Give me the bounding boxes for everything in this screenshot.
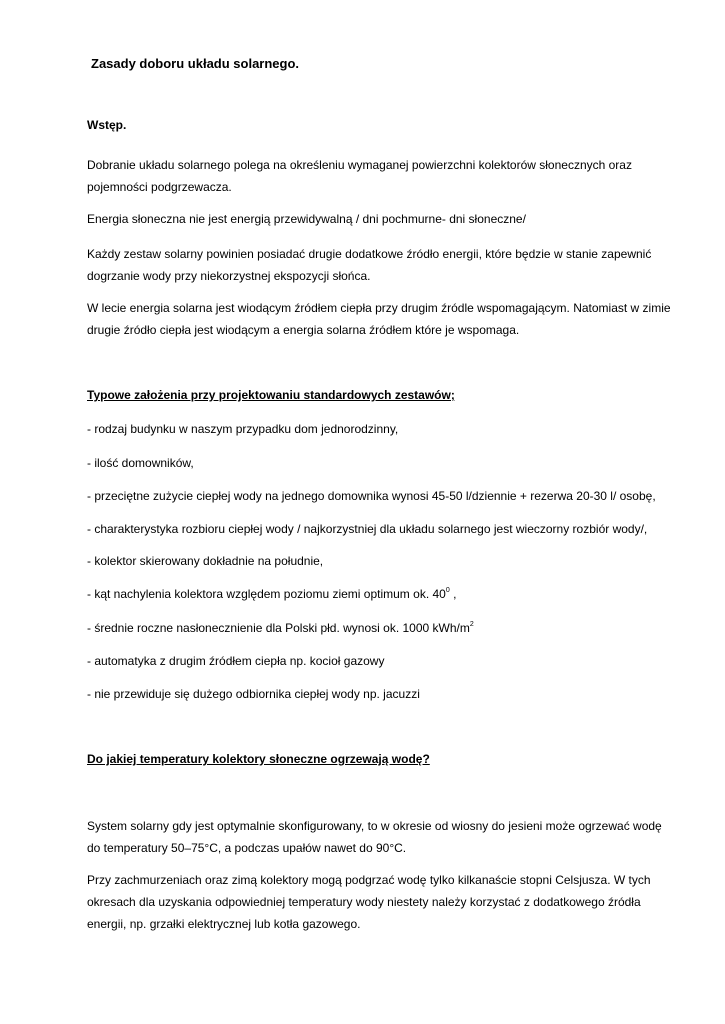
- intro-heading: Wstęp.: [87, 118, 127, 132]
- assumption-item-angle: [87, 583, 456, 605]
- assumption-item: - przeciętne zużycie ciepłej wody na jednego domownika wynosi 45-50 l/dziennie + rezerwa 20-30 l/ osobę,: [87, 489, 656, 503]
- intro-paragraph-3-line-1: Każdy zestaw solarny powinien posiadać drugie dodatkowe źródło energii, które będzie w stanie zapewnić: [87, 247, 652, 261]
- intro-paragraph-4-line-1: W lecie energia solarna jest wiodącym źródłem ciepła przy drugim źródle wspomagającym. Natomiast w zimie: [87, 301, 671, 315]
- insolation-item-text: - średnie roczne nasłonecznienie dla Polski płd. wynosi ok. 1000 kWh/m: [87, 621, 470, 635]
- document-title: Zasady doboru układu solarnego.: [91, 56, 300, 71]
- assumption-item: - kolektor skierowany dokładnie na południe,: [87, 554, 324, 568]
- temperature-paragraph-2-line-3: energii, np. grzałki elektrycznej lub kotła gazowego.: [87, 917, 361, 931]
- intro-paragraph-2: Energia słoneczna nie jest energią przewidywalną / dni pochmurne- dni słoneczne/: [87, 212, 526, 226]
- angle-degree-sup: 0: [445, 587, 450, 594]
- intro-paragraph-4-line-2: drugie źródło ciepła jest wiodącym a energia solarna źródłem które je wspomaga.: [87, 323, 520, 337]
- temperature-paragraph-1-line-2: do temperatury 50–75°C, a podczas upałów nawet do 90°C.: [87, 841, 407, 855]
- temperature-paragraph-2-line-1: Przy zachmurzeniach oraz zimą kolektory mogą podgrzać wodę tylko kilkanaście stopni Celsjusza. W tych: [87, 873, 651, 887]
- angle-item-text: - kąt nachylenia kolektora względem poziomu ziemi optimum ok. 40: [87, 587, 446, 601]
- assumption-item: - ilość domowników,: [87, 456, 194, 470]
- temperature-paragraph-1-line-1: System solarny gdy jest optymalnie skonfigurowany, to w okresie od wiosny do jesieni może ogrzewać wodę: [87, 819, 662, 833]
- temperature-heading: Do jakiej temperatury kolektory słoneczne ogrzewają wodę?: [87, 752, 430, 766]
- insolation-unit-sup: 2: [469, 621, 474, 628]
- intro-paragraph-1-line-2: pojemności podgrzewacza.: [87, 180, 232, 194]
- assumption-item-insolation: [87, 617, 474, 639]
- assumption-item: - nie przewiduje się dużego odbiornika ciepłej wody np. jacuzzi: [87, 687, 420, 701]
- assumption-item: - rodzaj budynku w naszym przypadku dom jednorodzinny,: [87, 422, 399, 436]
- intro-paragraph-3-line-2: dogrzanie wody przy niekorzystnej ekspozycji słońca.: [87, 269, 371, 283]
- assumption-item: - automatyka z drugim źródłem ciepła np. kocioł gazowy: [87, 654, 385, 668]
- intro-paragraph-1-line-1: Dobranie układu solarnego polega na określeniu wymaganej powierzchni kolektorów słonecznych oraz: [87, 158, 632, 172]
- assumptions-heading: Typowe założenia przy projektowaniu standardowych zestawów;: [87, 388, 455, 402]
- angle-item-tail: ,: [449, 587, 457, 601]
- assumption-item: - charakterystyka rozbioru ciepłej wody / najkorzystniej dla układu solarnego jest wieczorny rozbiór wody/,: [87, 522, 648, 536]
- temperature-paragraph-2-line-2: okresach dla uzyskania odpowiedniej temperatury wody niestety należy korzystać z dodatkowego źródła: [87, 895, 641, 909]
